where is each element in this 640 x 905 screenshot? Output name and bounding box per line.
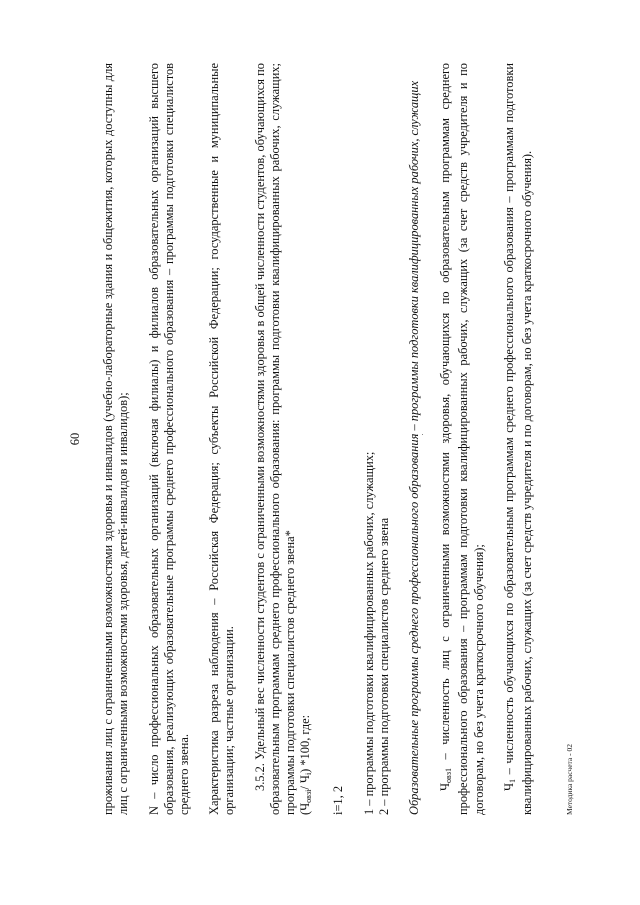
symbol-sub-1: 1: [507, 778, 517, 783]
paragraph-breakdown: Характеристика разреза наблюдения – Российская Федерация; субъекты Российской Федерации; государственные и муниципальные организации; частные организации.: [207, 62, 237, 815]
paragraph-accommodation: проживания лиц с ограниченными возможностями здоровья и инвалидов (учебно-лабораторные здания и общежития, которых доступны для лиц с ограниченными возможностями здоровья, детей-инвалидов и инвалидов);: [101, 62, 131, 815]
formula-sub-i: i: [304, 772, 314, 775]
paragraph-n-definition: N – число профессиональных образовательных организаций (включая филиалы) и филиалов образовательных организаций высшего образования, реализующих образовательные программы среднего профессионального образования – программы подготовки специалистов среднего звена.: [146, 62, 192, 815]
formula-open: (Ч: [298, 802, 313, 815]
list-item-1: 1 – программы подготовки квалифицированных рабочих, служащих;: [361, 451, 376, 815]
definition-ch: [502, 63, 535, 815]
symbol-ch-1: Ч: [501, 782, 516, 791]
formula: [298, 63, 316, 815]
page-number: 60: [68, 432, 82, 445]
section-heading-italic: Образовательные программы среднего профессионального образования – программы подготовки квалифицированных рабочих, служащих: [407, 80, 422, 815]
definition-ch-text: – численность обучающихся по образовательным программам среднего профессионального образования – программам подготовки квалифицированных рабочих, служащих (за счет средств учредителя и по договорам, но без учета краткосрочного обучения).: [501, 62, 535, 815]
rotated-document-page: [60, 33, 580, 873]
definition-ch-ovz-text: – численность лиц с ограниченными возможностями здоровья, обучающихся по образовательным программам среднего профессионального образования – программам подготовки квалифицированных рабочих, служащих (за счет средств учредителя и по договорам, но без учета краткосрочного обучения);: [438, 62, 486, 815]
definition-ch-ovz: [438, 63, 487, 815]
list-item-2: 2 – программы подготовки специалистов среднего звена: [376, 517, 391, 815]
symbol-sub-ovz1: овз1: [444, 767, 454, 783]
footer-note: Методика расчета - 02: [565, 743, 574, 815]
symbol-ch: Ч: [438, 782, 453, 791]
formula-close: ) *100, где:: [298, 714, 313, 773]
paragraph-3-5-2: 3.5.2. Удельный вес численности студентов с ограниченными возможностями здоровья в общей численности студентов, обучающихся по образовательным программам среднего профессионального образования: программы подготовки квалифицированных рабочих, служащих; программы подготовки специалистов среднего звена*: [252, 62, 298, 815]
i-values: i=1, 2: [331, 785, 346, 815]
formula-sub-ovzi: овзi: [304, 789, 314, 803]
formula-mid: / Ч: [298, 774, 313, 790]
